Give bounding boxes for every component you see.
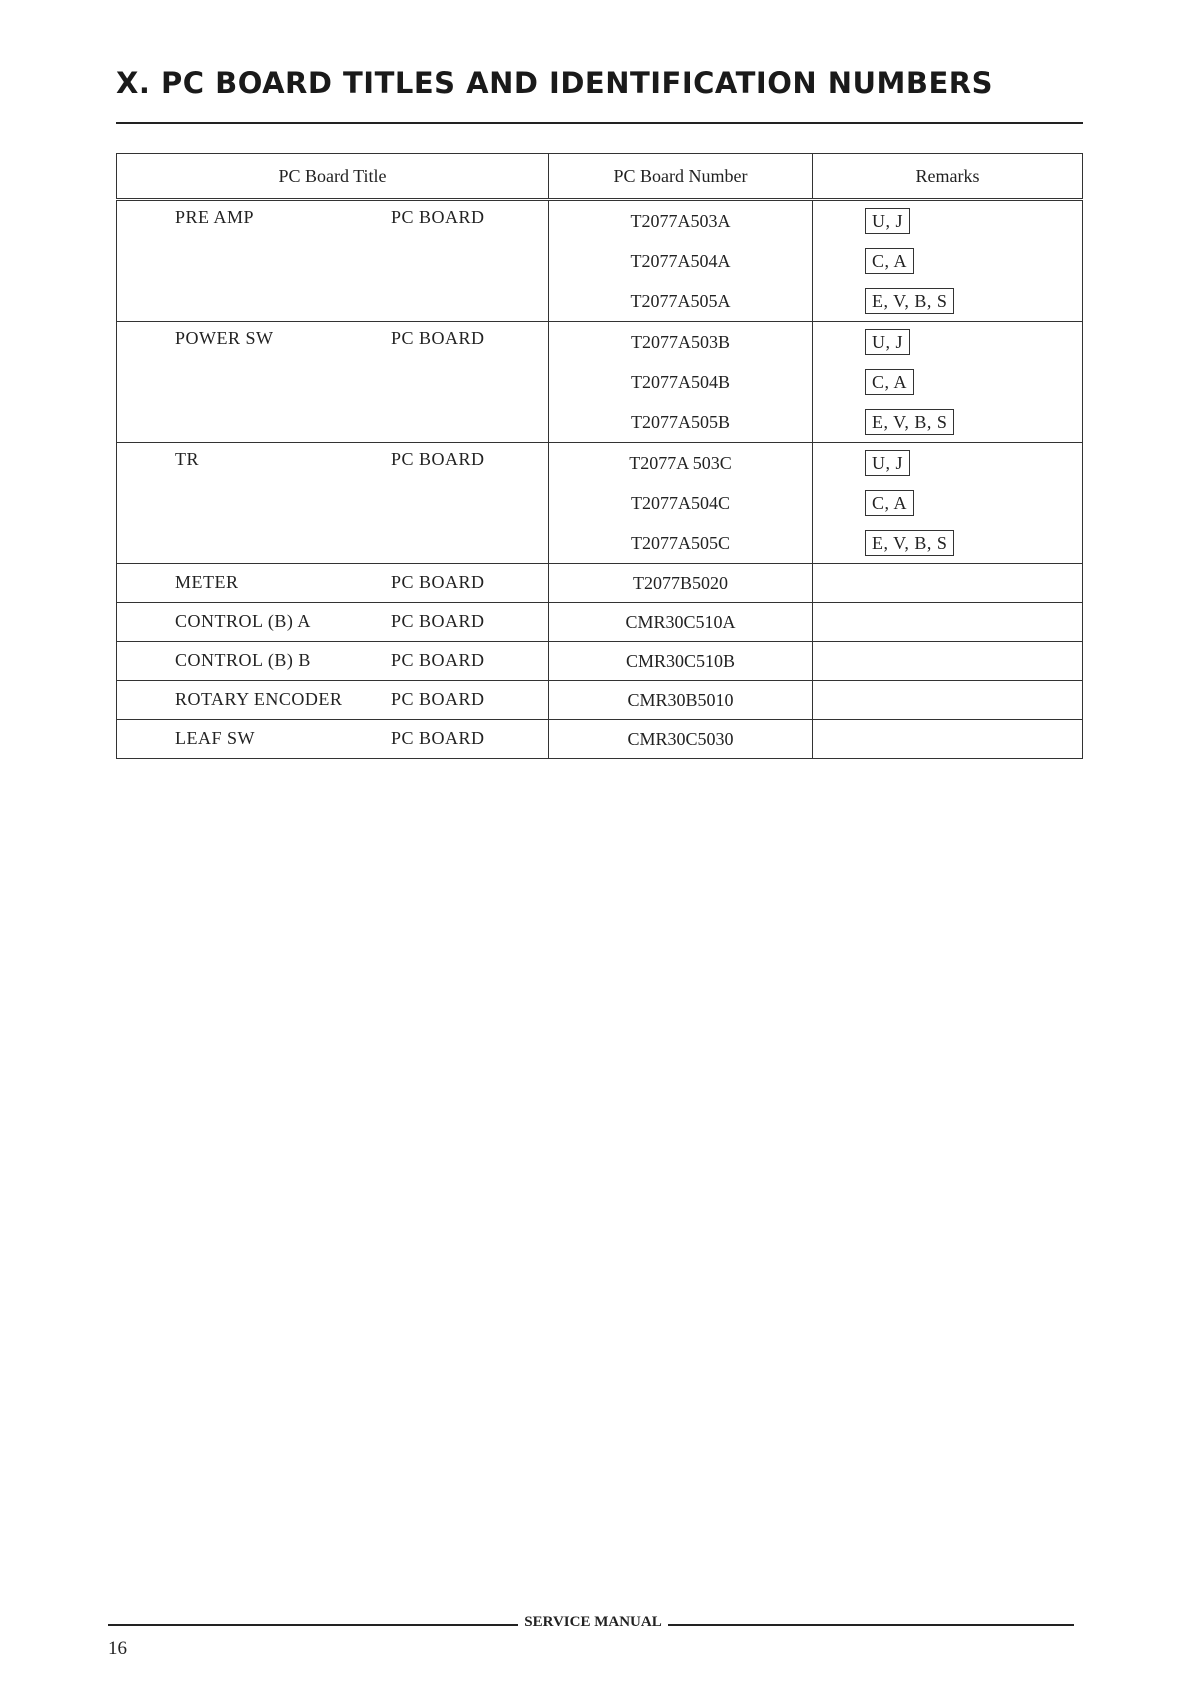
board-number: T2077A 503C <box>629 453 732 473</box>
board-title-cell <box>117 720 549 759</box>
board-number: CMR30C5030 <box>627 729 734 749</box>
board-number: T2077A505A <box>630 291 731 311</box>
board-number: CMR30C510B <box>625 651 736 671</box>
remarks-cell <box>813 564 1083 603</box>
board-name: CONTROL (B) B <box>175 650 311 670</box>
board-number: T2077A504C <box>631 493 730 513</box>
board-type: PC BOARD <box>391 728 485 748</box>
remarks-cell <box>813 322 1083 443</box>
remarks-cell <box>813 200 1083 322</box>
table-header-row <box>117 154 1083 200</box>
board-number: T2077A505C <box>631 533 730 553</box>
board-name: TR <box>175 449 200 469</box>
region-code-box: U, J <box>865 329 910 355</box>
remarks-cell <box>813 603 1083 642</box>
region-code-box: C, A <box>865 490 914 516</box>
board-number-cell <box>549 443 813 564</box>
table-row <box>117 564 1083 603</box>
board-number-cell <box>549 603 813 642</box>
board-name: PRE AMP <box>175 207 255 227</box>
region-code-box: U, J <box>865 450 910 476</box>
board-number-cell <box>549 322 813 443</box>
header-pc-board-title: PC Board Title <box>117 154 549 200</box>
table-row <box>117 642 1083 681</box>
board-title-cell <box>117 681 549 720</box>
table-row <box>117 681 1083 720</box>
table-row <box>117 720 1083 759</box>
board-title-cell <box>117 322 549 443</box>
board-type: PC BOARD <box>391 611 485 631</box>
board-number: T2077B5020 <box>632 573 728 593</box>
board-number-cell <box>549 720 813 759</box>
board-title-cell <box>117 642 549 681</box>
board-title-cell <box>117 564 549 603</box>
board-type: PC BOARD <box>391 328 485 348</box>
board-number: T2077A505B <box>631 412 730 432</box>
board-name: CONTROL (B) A <box>175 611 311 631</box>
region-code-box: E, V, B, S <box>865 288 954 314</box>
board-number: CMR30B5010 <box>627 690 734 710</box>
board-type: PC BOARD <box>391 689 485 709</box>
remarks-cell <box>813 720 1083 759</box>
table-row <box>117 322 1083 443</box>
board-type: PC BOARD <box>391 449 485 469</box>
header-remarks: Remarks <box>813 154 1083 200</box>
footer-label: SERVICE MANUAL <box>524 1614 662 1630</box>
board-type: PC BOARD <box>391 207 485 227</box>
board-number-cell <box>549 200 813 322</box>
table-row <box>117 443 1083 564</box>
board-number: CMR30C510A <box>625 612 736 632</box>
board-number: T2077A503B <box>631 332 730 352</box>
board-name: METER <box>175 572 239 592</box>
page-number: 16 <box>108 1638 127 1659</box>
region-code-box: C, A <box>865 248 914 274</box>
region-code-box: U, J <box>865 208 910 234</box>
board-title-cell <box>117 200 549 322</box>
board-name: LEAF SW <box>175 728 255 748</box>
footer-rule-right <box>668 1624 1074 1626</box>
remarks-cell <box>813 642 1083 681</box>
table-row <box>117 603 1083 642</box>
board-name: ROTARY ENCODER <box>175 689 343 709</box>
board-title-cell <box>117 603 549 642</box>
board-name: POWER SW <box>175 328 274 348</box>
board-type: PC BOARD <box>391 572 485 592</box>
title-divider <box>116 122 1083 124</box>
board-number-cell <box>549 681 813 720</box>
board-number-cell <box>549 564 813 603</box>
remarks-cell <box>813 443 1083 564</box>
region-code-box: C, A <box>865 369 914 395</box>
board-number: T2077A503A <box>630 211 731 231</box>
region-code-box: E, V, B, S <box>865 409 954 435</box>
page-title: X. PC BOARD TITLES AND IDENTIFICATION NUMBERS <box>116 66 994 100</box>
board-number: T2077A504A <box>630 251 731 271</box>
footer-rule-left <box>108 1624 518 1626</box>
remarks-cell <box>813 681 1083 720</box>
header-pc-board-number: PC Board Number <box>549 154 813 200</box>
board-title-cell <box>117 443 549 564</box>
board-type: PC BOARD <box>391 650 485 670</box>
pc-board-table <box>116 153 1083 759</box>
board-number: T2077A504B <box>631 372 730 392</box>
region-code-box: E, V, B, S <box>865 530 954 556</box>
board-number-cell <box>549 642 813 681</box>
table-row <box>117 200 1083 322</box>
